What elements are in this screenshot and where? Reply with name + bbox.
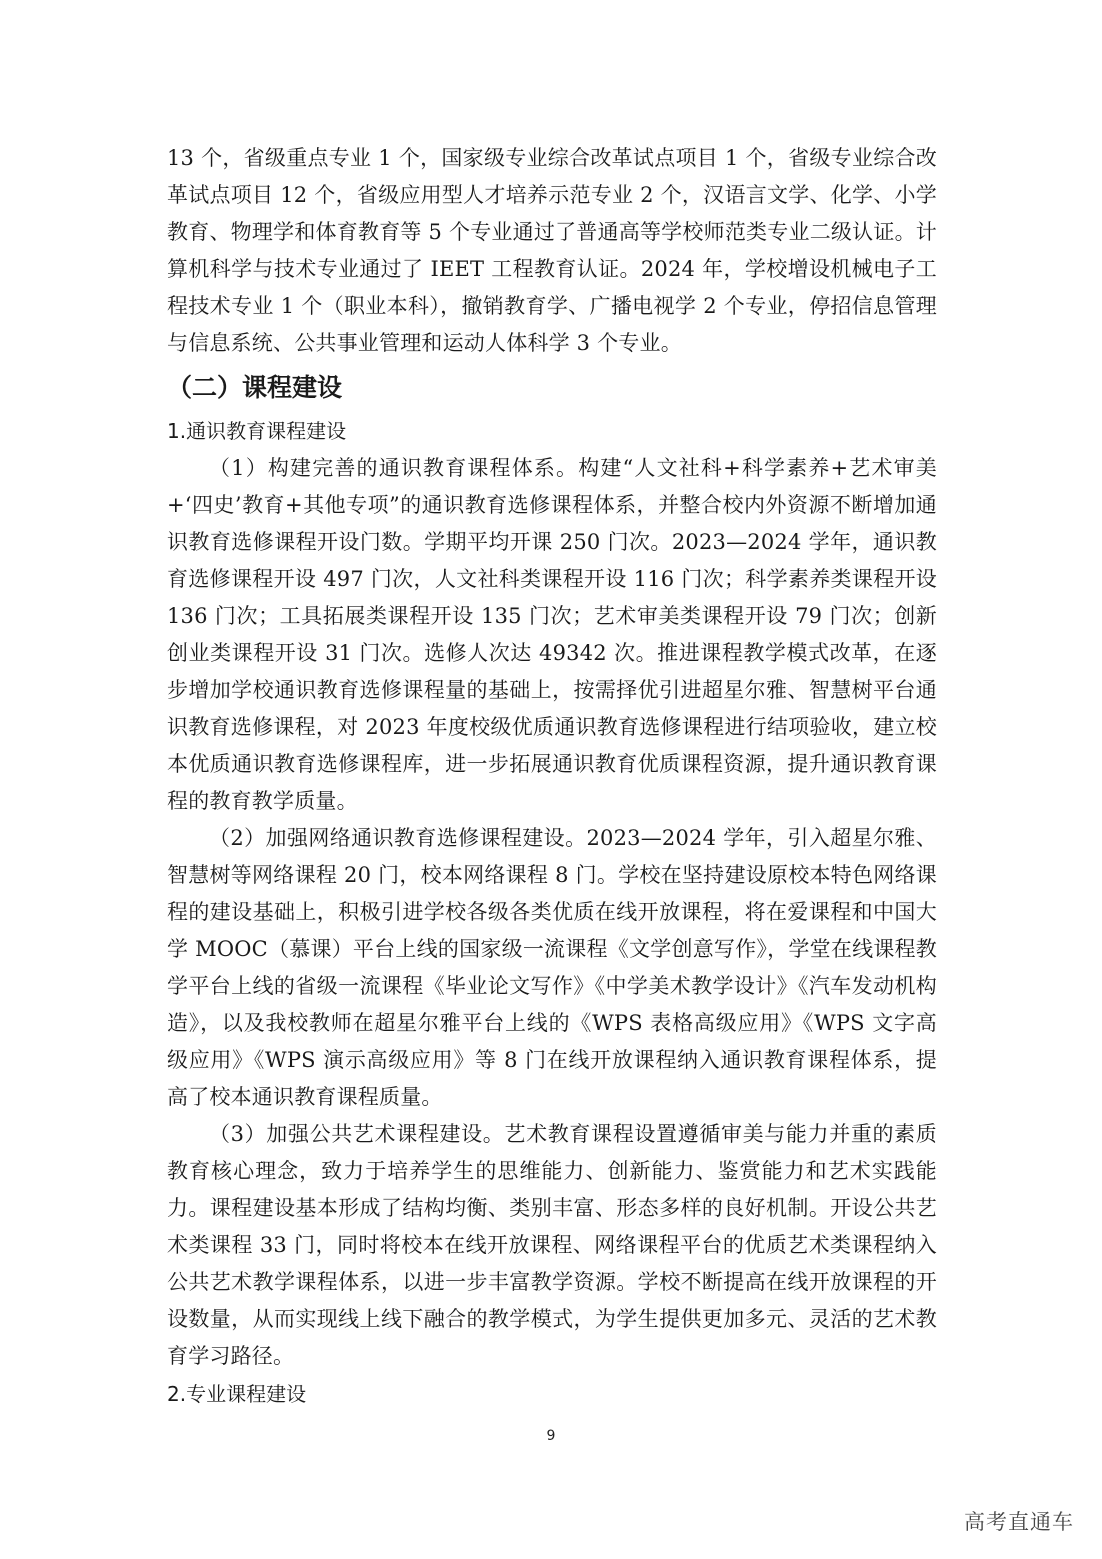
intro-paragraph: 13 个，省级重点专业 1 个，国家级专业综合改革试点项目 1 个，省级专业综合改革试点项目 12 个，省级应用型人才培养示范专业 2 个，汉语言文学、化学、小学教育、物理学和体育教育等 5 个专业通过了普通高等学校师范类专业二级认证。计算机科学与技术专业通过了 IEET 工程教育认证。2024 年，学校增设机械电子工程技术专业 1 个（职业本科），撤销教育学、广播电视学 2 个专业，停招信息管理与信息系统、公共事业管理和运动人体科学 3 个专业。 (167, 146, 937, 355)
paragraph-online-courses: （2）加强网络通识教育选修课程建设。2023—2024 学年，引入超星尔雅、智慧树等网络课程 20 门，校本网络课程 8 门。学校在坚持建设原校本特色网络课程的建设基础上，积极引进学校各级各类优质在线开放课程，将在爱课程和中国大学 MOOC（慕课）平台上线的国家级一流课程《文学创意写作》，学堂在线课程教学平台上线的省级一流课程《毕业论文写作》《中学美术教学设计》《汽车发动机构造》，以及我校教师在超星尔雅平台上线的《WPS 表格高级应用》《WPS 文字高级应用》《WPS 演示高级应用》等 8 门在线开放课程纳入通识教育课程体系，提高了校本通识教育课程质量。 (167, 826, 937, 1109)
document-page (167, 140, 937, 1413)
page-number: 9 (546, 1428, 556, 1444)
subsection-title-professional-courses: 2.专业课程建设 (167, 1382, 307, 1406)
section-title: （二）课程建设 (167, 373, 343, 402)
watermark-text: 高考直通车 (964, 1510, 1074, 1534)
paragraph-public-art-courses: （3）加强公共艺术课程建设。艺术教育课程设置遵循审美与能力并重的素质教育核心理念，致力于培养学生的思维能力、创新能力、鉴赏能力和艺术实践能力。课程建设基本形成了结构均衡、类别丰富、形态多样的良好机制。开设公共艺术类课程 33 门，同时将校本在线开放课程、网络课程平台的优质艺术类课程纳入公共艺术教学课程体系，以进一步丰富教学资源。学校不断提高在线开放课程的开设数量，从而实现线上线下融合的教学模式，为学生提供更加多元、灵活的艺术教育学习路径。 (167, 1122, 937, 1368)
subsection-title-general-education: 1.通识教育课程建设 (167, 419, 347, 443)
paragraph-general-education-system: （1）构建完善的通识教育课程体系。构建“人文社科+科学素养+艺术审美+‘四史’教育+其他专项”的通识教育选修课程体系，并整合校内外资源不断增加通识教育选修课程开设门数。学期平均开课 250 门次。2023—2024 学年，通识教育选修课程开设 497 门次，人文社科类课程开设 116 门次；科学素养类课程开设 136 门次；工具拓展类课程开设 135 门次；艺术审美类课程开设 79 门次；创新创业类课程开设 31 门次。选修人次达 49342 次。推进课程教学模式改革，在逐步增加学校通识教育选修课程量的基础上，按需择优引进超星尔雅、智慧树平台通识教育选修课程，对 2023 年度校级优质通识教育选修课程进行结项验收，建立校本优质通识教育选修课程库，进一步拓展通识教育优质课程资源，提升通识教育课程的教育教学质量。 (167, 456, 937, 813)
